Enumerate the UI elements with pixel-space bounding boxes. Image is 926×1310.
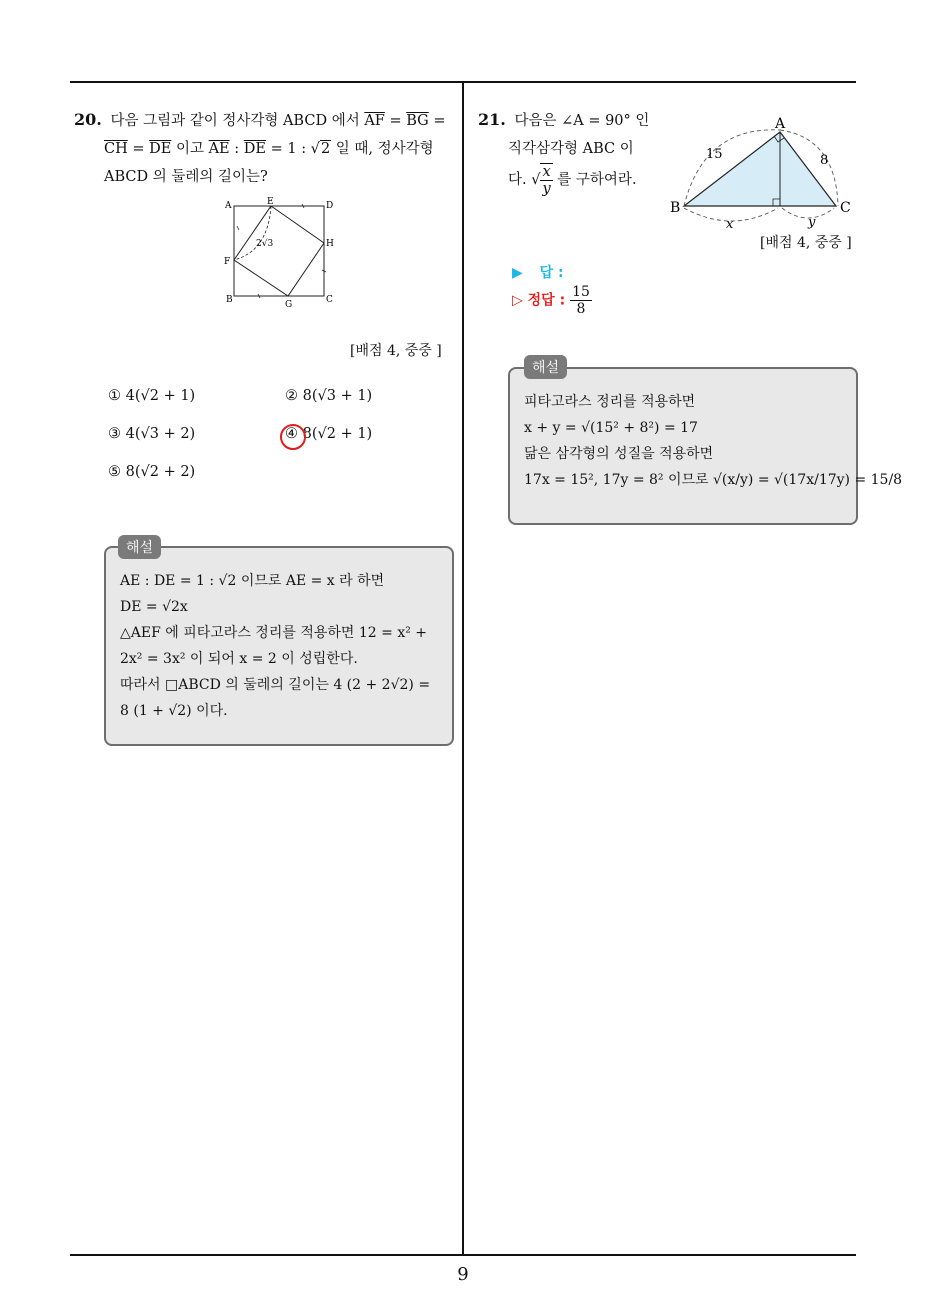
solution-line: x + y = √(15² + 8²) = 17 bbox=[524, 420, 698, 436]
fig-label-ac: 8 bbox=[820, 153, 829, 168]
correct-answer-circle bbox=[280, 424, 306, 450]
fig-label: C bbox=[326, 295, 333, 305]
question-text: 다음 그림과 같이 정사각형 ABCD 에서 bbox=[110, 113, 360, 129]
fig-label-C: C bbox=[840, 200, 851, 216]
answer-row bbox=[512, 262, 564, 282]
choice-1[interactable]: ① 4(√2 + 1) bbox=[108, 388, 196, 404]
solution-line: 8 (1 + √2) 이다. bbox=[120, 703, 228, 719]
fig-label-y: y bbox=[808, 215, 816, 230]
fig-label-A: A bbox=[775, 116, 786, 132]
fig-label: G bbox=[285, 300, 293, 310]
question-number: 21. bbox=[478, 110, 506, 129]
solution-line: DE = √2x bbox=[120, 599, 188, 615]
bottom-rule bbox=[70, 1254, 856, 1256]
score-label: [배점 4, 중중 ] bbox=[350, 343, 442, 359]
fig-label: F bbox=[224, 257, 231, 267]
solution-box-21 bbox=[508, 367, 903, 525]
solution-line: 2x² = 3x² 이 되어 x = 2 이 성립한다. bbox=[120, 651, 358, 667]
fig-inner-label: 2√3 bbox=[256, 239, 274, 249]
fig-label: A bbox=[225, 201, 232, 211]
fig-label-B: B bbox=[670, 200, 681, 216]
choice-3[interactable]: ③ 4(√3 + 2) bbox=[108, 426, 196, 442]
question-20: 20. 다음 그림과 같이 정사각형 ABCD 에서 $\overline{AF} = \overline{BG}$ = $\overline{CH} = \overline{DE}$ 이고 $\overline{AE}$ : $\overline{DE} = 1$ : √2 일 때, 정사각형 ABCD 의 둘레의 길이는? bbox=[74, 110, 446, 185]
column-divider bbox=[462, 82, 464, 1256]
fig-label: H bbox=[326, 239, 334, 249]
solution-line: 닮은 삼각형의 성질을 적용하면 bbox=[524, 446, 714, 462]
choice-2[interactable]: ② 8(√3 + 1) bbox=[285, 388, 373, 404]
page-number: 9 bbox=[457, 1264, 469, 1285]
question-text: 다음은 ∠A = 90° 인 bbox=[514, 113, 650, 129]
correct-answer-row bbox=[512, 284, 592, 317]
solution-line: 따라서 □ABCD 의 둘레의 길이는 4 (2 + 2√2) = bbox=[120, 677, 431, 693]
square-figure bbox=[222, 196, 342, 312]
solution-line: 피타고라스 정리를 적용하면 bbox=[524, 394, 696, 410]
fig-label: E bbox=[267, 197, 274, 207]
choice-5[interactable]: ⑤ 8(√2 + 2) bbox=[108, 464, 196, 480]
solution-line: △AEF 에 피타고라스 정리를 적용하면 12 = x² + bbox=[120, 625, 428, 641]
question-number: 20. bbox=[74, 110, 102, 129]
solution-line: AE : DE = 1 : √2 이므로 AE = x 라 하면 bbox=[120, 573, 385, 589]
solution-tag: 해설 bbox=[524, 355, 567, 379]
fig-label: B bbox=[226, 295, 233, 305]
solution-tag: 해설 bbox=[118, 535, 161, 559]
fig-label-x: x bbox=[726, 217, 734, 232]
fig-label-ab: 15 bbox=[706, 147, 723, 162]
correct-fraction: $\frac{15}{8}$ bbox=[572, 284, 590, 317]
triangle-figure bbox=[668, 108, 860, 232]
solution-line: 17x = 15², 17y = 8² 이므로 √(x/y) = √(17x/17y) = 15/8 bbox=[524, 472, 903, 488]
correct-label: 정답 : bbox=[527, 292, 566, 309]
score-label: [배점 4, 중중 ] bbox=[760, 235, 852, 251]
fig-label: D bbox=[326, 201, 334, 211]
play-outline-icon: ▷ bbox=[512, 292, 523, 309]
solution-box-20 bbox=[104, 546, 454, 746]
choice-4[interactable]: ④ 8(√2 + 1) bbox=[285, 426, 373, 442]
play-icon: ▶ bbox=[512, 265, 523, 281]
question-21: 21. 다음은 ∠A = 90° 인 직각삼각형 ABC 이 다. √ $\frac{x}{y}$ 를 구하여라. bbox=[478, 110, 650, 197]
answer-label: 답 : bbox=[539, 265, 564, 281]
